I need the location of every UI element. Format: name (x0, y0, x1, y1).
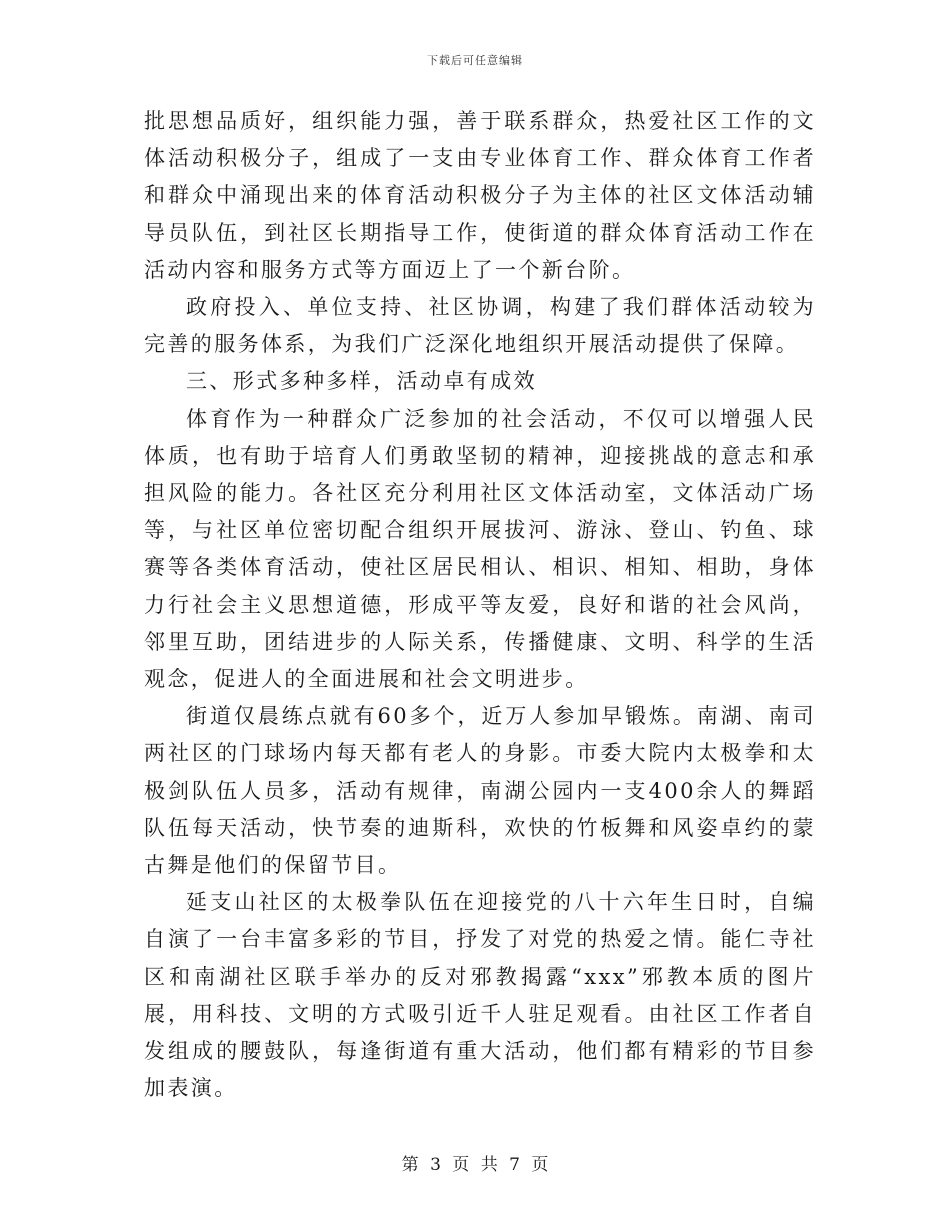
page-header: 下载后可任意编辑 (427, 54, 523, 67)
paragraph-4: 街道仅晨练点就有60多个，近万人参加早锻炼。南湖、南司两社区的门球场内每天都有老人的身影。市委大院内太极拳和太极剑队伍人员多，活动有规律，南湖公园内一支400余人的舞蹈队伍每天活动，快节奏的迪斯科，欢快的竹板舞和风姿卓约的蒙古舞是他们的保留节目。 (144, 704, 816, 878)
document-body (144, 103, 816, 1107)
section-heading: 三、形式多种多样，活动卓有成效 (186, 369, 537, 394)
page-number: 第 3 页 共 7 页 (401, 1155, 549, 1175)
paragraph-5: 延支山社区的太极拳队伍在迎接党的八十六年生日时，自编自演了一台丰富多彩的节目，抒发了对党的热爱之情。能仁寺社区和南湖社区联手举办的反对邪教揭露“xxx”邪教本质的图片展，用科技、文明的方式吸引近千人驻足观看。由社区工作者自发组成的腰鼓队，每逢街道有重大活动，他们都有精彩的节目参加表演。 (144, 890, 816, 1101)
paragraph-1: 批思想品质好，组织能力强，善于联系群众，热爱社区工作的文体活动积极分子，组成了一支由专业体育工作、群众体育工作者和群众中涌现出来的体育活动积极分子为主体的社区文体活动辅导员队伍，到社区长期指导工作，使街道的群众体育活动工作在活动内容和服务方式等方面迈上了一个新台阶。 (144, 109, 816, 282)
paragraph-3: 体育作为一种群众广泛参加的社会活动，不仅可以增强人民体质，也有助于培育人们勇敢坚韧的精神，迎接挑战的意志和承担风险的能力。各社区充分利用社区文体活动室，文体活动广场等，与社区单位密切配合组织开展拔河、游泳、登山、钓鱼、球赛等各类体育活动，使社区居民相认、相识、相知、相助，身体力行社会主义思想道德，形成平等友爱，良好和谐的社会风尚，邻里互助，团结进步的人际关系，传播健康、文明、科学的生活观念，促进人的全面进展和社会文明进步。 (144, 406, 816, 692)
paragraph-2: 政府投入、单位支持、社区协调，构建了我们群体活动较为完善的服务体系，为我们广泛深化地组织开展活动提供了保障。 (144, 295, 816, 357)
